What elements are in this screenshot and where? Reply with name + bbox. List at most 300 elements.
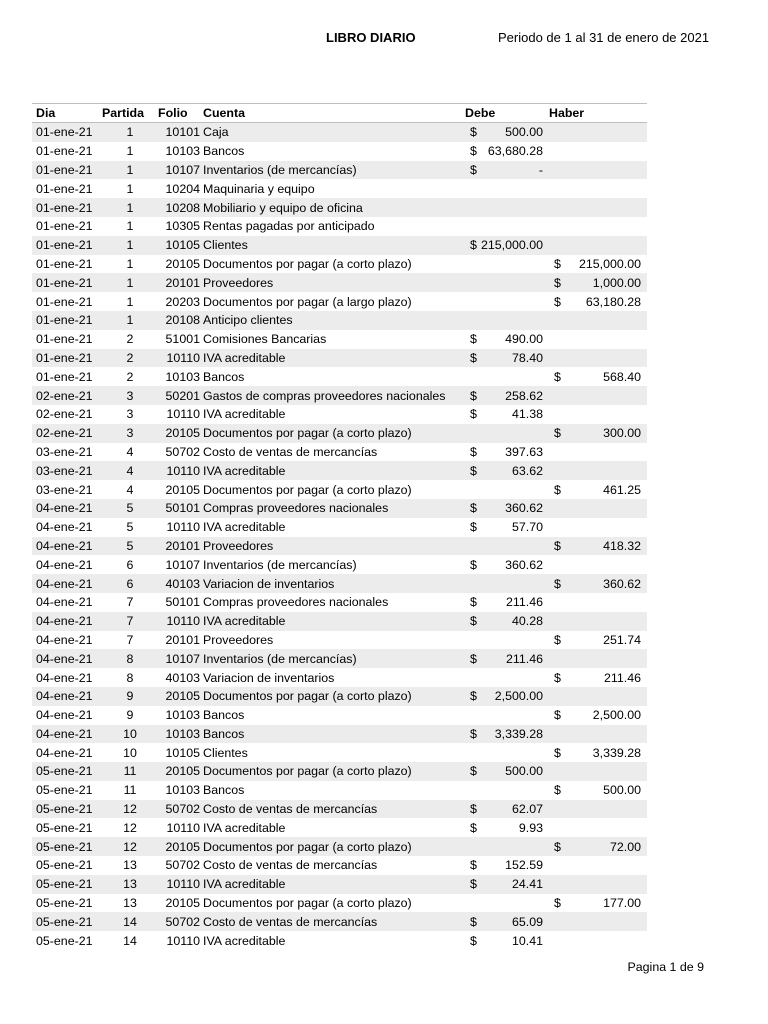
cell-dia: 04-ene-21 — [36, 745, 93, 760]
cell-cuenta: IVA acreditable — [200, 875, 465, 894]
cell-dia: 01-ene-21 — [36, 332, 93, 347]
cell-partida: 6 — [102, 574, 158, 593]
cell-dia: 04-ene-21 — [32, 649, 102, 668]
debe-amount: 57.70 — [511, 520, 543, 535]
currency-symbol: $ — [470, 501, 477, 516]
currency-symbol: $ — [470, 520, 477, 535]
cell-debe — [465, 912, 549, 931]
cell-haber — [549, 837, 647, 856]
cell-debe — [465, 161, 549, 180]
cell-partida: 1 — [102, 236, 158, 255]
cell-cuenta: Documentos por pagar (a corto plazo) — [200, 837, 465, 856]
table-row — [32, 123, 647, 142]
cell-haber — [549, 800, 647, 819]
currency-symbol: $ — [470, 726, 477, 741]
table-row — [32, 762, 647, 781]
cell-folio: 20108 — [158, 311, 200, 330]
cell-dia: 01-ene-21 — [36, 181, 93, 196]
cell-cuenta: IVA acreditable — [203, 933, 286, 948]
cell-folio: 10110 — [158, 349, 200, 368]
cell-haber — [549, 480, 647, 499]
debe-amount: 9.93 — [518, 820, 543, 835]
cell-haber — [549, 123, 647, 142]
cell-dia: 03-ene-21 — [36, 482, 93, 497]
cell-dia: 01-ene-21 — [32, 198, 102, 217]
cell-debe — [465, 781, 549, 800]
cell-cuenta: Clientes — [200, 236, 465, 255]
haber-amount: 360.62 — [603, 576, 641, 591]
cell-debe — [465, 273, 549, 292]
cell-debe — [465, 443, 549, 462]
cell-debe — [465, 894, 549, 913]
journal-table — [32, 103, 647, 950]
currency-symbol: $ — [470, 350, 477, 365]
cell-folio: 50702 — [158, 800, 200, 819]
cell-partida: 2 — [126, 332, 134, 347]
haber-amount: 251.74 — [603, 632, 641, 647]
table-row — [32, 461, 647, 480]
debe-amount: 24.41 — [511, 877, 543, 892]
debe-amount: 152.59 — [505, 858, 543, 873]
currency-symbol: $ — [470, 689, 477, 704]
cell-dia: 04-ene-21 — [36, 708, 93, 723]
cell-dia: 05-ene-21 — [36, 783, 93, 798]
cell-partida: 13 — [123, 858, 137, 873]
table-row — [32, 875, 647, 894]
cell-haber — [549, 461, 647, 480]
cell-debe — [465, 499, 549, 518]
cell-dia: 04-ene-21 — [32, 574, 102, 593]
cell-cuenta: Documentos por pagar (a corto plazo) — [200, 762, 465, 781]
cell-haber — [549, 198, 647, 217]
cell-cuenta: Costo de ventas de mercancías — [200, 912, 465, 931]
cell-cuenta: Proveedores — [200, 273, 465, 292]
cell-dia: 05-ene-21 — [36, 820, 93, 835]
cell-haber — [549, 574, 647, 593]
table-row — [32, 311, 647, 330]
cell-partida: 11 — [102, 762, 158, 781]
cell-debe — [465, 687, 549, 706]
currency-symbol: $ — [470, 557, 477, 572]
table-row — [32, 800, 647, 819]
table-row — [32, 386, 647, 405]
cell-haber — [549, 367, 647, 386]
cell-dia: 04-ene-21 — [32, 537, 102, 556]
cell-cuenta: Clientes — [203, 745, 248, 760]
currency-symbol: $ — [554, 708, 561, 723]
currency-symbol: $ — [554, 783, 561, 798]
cell-folio: 10110 — [158, 461, 200, 480]
cell-dia: 04-ene-21 — [32, 499, 102, 518]
cell-dia: 01-ene-21 — [36, 144, 93, 159]
table-row — [32, 443, 647, 462]
table-row — [32, 537, 647, 556]
table-row — [32, 292, 647, 311]
cell-folio: 20105 — [165, 896, 200, 911]
cell-partida: 1 — [126, 181, 134, 196]
table-row — [32, 349, 647, 368]
cell-debe — [465, 800, 549, 819]
cell-debe — [465, 236, 549, 255]
debe-amount: 41.38 — [511, 407, 543, 422]
debe-amount: 62.07 — [511, 802, 543, 817]
cell-partida: 13 — [123, 896, 137, 911]
haber-amount: 215,000.00 — [578, 256, 641, 271]
cell-debe — [465, 142, 549, 161]
table-row — [32, 555, 647, 574]
debe-amount: 211.46 — [506, 651, 543, 666]
cell-haber — [549, 894, 647, 913]
cell-dia: 01-ene-21 — [32, 349, 102, 368]
cell-haber — [549, 443, 647, 462]
cell-dia: 05-ene-21 — [36, 858, 93, 873]
currency-symbol: $ — [470, 614, 477, 629]
currency-symbol: $ — [554, 275, 561, 290]
currency-symbol: $ — [470, 407, 477, 422]
cell-dia: 04-ene-21 — [36, 557, 93, 572]
cell-cuenta: IVA acreditable — [200, 612, 465, 631]
cell-haber — [549, 781, 647, 800]
currency-symbol: $ — [470, 764, 477, 779]
cell-cuenta: Proveedores — [200, 537, 465, 556]
cell-debe — [465, 292, 549, 311]
table-row — [32, 837, 647, 856]
cell-partida: 1 — [102, 161, 158, 180]
cell-partida: 4 — [102, 461, 158, 480]
haber-amount: 3,339.28 — [592, 745, 641, 760]
cell-folio: 10103 — [165, 369, 200, 384]
table-row — [32, 142, 647, 161]
table-row — [32, 236, 647, 255]
cell-haber — [549, 687, 647, 706]
cell-dia: 05-ene-21 — [32, 837, 102, 856]
cell-folio: 50201 — [158, 386, 200, 405]
cell-debe — [465, 574, 549, 593]
cell-dia: 01-ene-21 — [36, 294, 93, 309]
cell-partida: 7 — [126, 632, 134, 647]
currency-symbol: $ — [554, 896, 561, 911]
currency-symbol: $ — [470, 651, 477, 666]
cell-cuenta: Variacion de inventarios — [200, 574, 465, 593]
cell-partida: 2 — [102, 349, 158, 368]
journal-table-body — [32, 123, 647, 951]
cell-partida: 8 — [126, 670, 134, 685]
cell-haber — [549, 386, 647, 405]
cell-folio: 51001 — [165, 332, 200, 347]
cell-debe — [465, 123, 549, 142]
cell-dia: 01-ene-21 — [32, 236, 102, 255]
cell-folio: 10105 — [158, 236, 200, 255]
haber-amount: 2,500.00 — [592, 708, 641, 723]
cell-cuenta: Documentos por pagar (a largo plazo) — [203, 294, 412, 309]
cell-cuenta: Documentos por pagar (a corto plazo) — [203, 896, 412, 911]
cell-folio: 10103 — [165, 783, 200, 798]
cell-haber — [549, 236, 647, 255]
cell-folio: 10103 — [165, 144, 200, 159]
column-header-folio: Folio — [158, 104, 200, 123]
cell-partida: 1 — [102, 198, 158, 217]
cell-debe — [465, 743, 549, 762]
currency-symbol: $ — [470, 877, 477, 892]
cell-cuenta: Inventarios (de mercancías) — [200, 161, 465, 180]
cell-haber — [549, 349, 647, 368]
cell-folio: 20105 — [158, 687, 200, 706]
debe-amount: 258.62 — [505, 388, 543, 403]
cell-cuenta: Anticipo clientes — [200, 311, 465, 330]
cell-folio: 10107 — [165, 557, 200, 572]
cell-cuenta: IVA acreditable — [203, 407, 286, 422]
cell-debe — [465, 837, 549, 856]
cell-cuenta: Maquinaria y equipo — [203, 181, 315, 196]
cell-debe — [465, 367, 549, 386]
period-label: Periodo de 1 al 31 de enero de 2021 — [498, 30, 710, 45]
cell-folio: 10110 — [166, 933, 200, 948]
table-row — [32, 179, 647, 198]
cell-folio: 50702 — [165, 444, 200, 459]
table-row — [32, 856, 647, 875]
currency-symbol: $ — [554, 839, 561, 854]
cell-partida: 10 — [123, 745, 137, 760]
cell-cuenta: Proveedores — [203, 632, 274, 647]
cell-debe — [465, 461, 549, 480]
cell-haber — [549, 161, 647, 180]
cell-cuenta: Costo de ventas de mercancías — [203, 858, 378, 873]
cell-partida: 11 — [123, 783, 137, 798]
debe-amount: 3,339.28 — [494, 726, 543, 741]
cell-debe — [465, 706, 549, 725]
cell-partida: 1 — [126, 219, 134, 234]
currency-symbol: $ — [470, 858, 477, 873]
currency-symbol: $ — [554, 426, 561, 441]
cell-cuenta: IVA acreditable — [200, 461, 465, 480]
cell-partida: 8 — [102, 649, 158, 668]
haber-amount: 300.00 — [603, 426, 641, 441]
cell-haber — [549, 499, 647, 518]
table-row — [32, 217, 647, 236]
table-row — [32, 631, 647, 650]
currency-symbol: $ — [554, 482, 561, 497]
cell-partida: 5 — [102, 499, 158, 518]
cell-haber — [549, 931, 647, 950]
cell-haber — [549, 555, 647, 574]
cell-haber — [549, 217, 647, 236]
cell-dia: 05-ene-21 — [36, 933, 93, 948]
cell-debe — [465, 349, 549, 368]
cell-dia: 05-ene-21 — [32, 875, 102, 894]
cell-haber — [549, 743, 647, 762]
column-header-haber: Haber — [549, 104, 647, 123]
haber-amount: 177.00 — [603, 896, 641, 911]
cell-cuenta: Documentos por pagar (a corto plazo) — [200, 424, 465, 443]
cell-cuenta: Costo de ventas de mercancías — [200, 800, 465, 819]
haber-amount: 418.32 — [603, 538, 641, 553]
cell-dia: 02-ene-21 — [32, 386, 102, 405]
debe-amount: 2,500.00 — [494, 689, 543, 704]
cell-haber — [549, 405, 647, 424]
cell-debe — [465, 612, 549, 631]
cell-dia: 05-ene-21 — [32, 800, 102, 819]
table-row — [32, 330, 647, 349]
cell-haber — [549, 612, 647, 631]
cell-debe — [465, 725, 549, 744]
cell-debe — [465, 856, 549, 875]
table-row — [32, 424, 647, 443]
cell-haber — [549, 311, 647, 330]
cell-cuenta: Gastos de compras proveedores nacionales — [200, 386, 465, 405]
cell-haber — [549, 725, 647, 744]
haber-amount: 568.40 — [603, 369, 641, 384]
column-header-dia: Dia — [32, 104, 102, 123]
cell-partida: 12 — [123, 820, 137, 835]
cell-debe — [465, 668, 549, 687]
cell-debe — [465, 762, 549, 781]
cell-cuenta: IVA acreditable — [203, 520, 286, 535]
cell-cuenta: Bancos — [203, 369, 245, 384]
cell-partida: 4 — [126, 482, 134, 497]
cell-partida: 10 — [102, 725, 158, 744]
cell-folio: 10107 — [158, 161, 200, 180]
cell-folio: 10110 — [166, 820, 200, 835]
currency-symbol: $ — [554, 632, 561, 647]
cell-partida: 1 — [102, 273, 158, 292]
cell-debe — [465, 405, 549, 424]
cell-haber — [549, 273, 647, 292]
cell-cuenta: Bancos — [200, 725, 465, 744]
cell-cuenta: Bancos — [203, 708, 245, 723]
cell-haber — [549, 330, 647, 349]
table-row — [32, 931, 647, 950]
cell-partida: 1 — [126, 144, 134, 159]
cell-debe — [465, 875, 549, 894]
table-row — [32, 518, 647, 537]
cell-debe — [465, 330, 549, 349]
cell-haber — [549, 142, 647, 161]
cell-debe — [465, 424, 549, 443]
debe-amount: 40.28 — [511, 614, 543, 629]
debe-amount: 490.00 — [505, 332, 543, 347]
cell-partida: 5 — [126, 520, 134, 535]
currency-symbol: $ — [554, 294, 561, 309]
currency-symbol: $ — [554, 576, 561, 591]
debe-amount: 360.62 — [505, 557, 543, 572]
cell-haber — [549, 818, 647, 837]
cell-cuenta: Documentos por pagar (a corto plazo) — [203, 482, 412, 497]
cell-folio: 20101 — [165, 632, 200, 647]
cell-debe — [465, 555, 549, 574]
cell-partida: 12 — [102, 800, 158, 819]
cell-dia: 01-ene-21 — [36, 219, 93, 234]
cell-dia: 01-ene-21 — [32, 311, 102, 330]
haber-amount: 461.25 — [603, 482, 641, 497]
cell-haber — [549, 518, 647, 537]
debe-amount: - — [538, 162, 543, 177]
currency-symbol: $ — [470, 144, 477, 159]
cell-partida: 2 — [126, 369, 134, 384]
cell-dia: 04-ene-21 — [36, 670, 93, 685]
cell-folio: 10103 — [165, 708, 200, 723]
debe-amount: 65.09 — [511, 914, 543, 929]
cell-partida: 1 — [102, 123, 158, 142]
cell-debe — [465, 537, 549, 556]
cell-dia: 04-ene-21 — [32, 612, 102, 631]
haber-amount: 500.00 — [603, 783, 641, 798]
cell-dia: 01-ene-21 — [36, 369, 93, 384]
cell-partida: 9 — [126, 708, 134, 723]
cell-debe — [465, 518, 549, 537]
cell-cuenta: Rentas pagadas por anticipado — [203, 219, 375, 234]
cell-partida: 5 — [102, 537, 158, 556]
cell-dia: 03-ene-21 — [36, 444, 93, 459]
cell-debe — [465, 818, 549, 837]
cell-cuenta: Inventarios (de mercancías) — [200, 649, 465, 668]
table-row — [32, 367, 647, 386]
debe-amount: 500.00 — [505, 125, 543, 140]
table-row — [32, 161, 647, 180]
cell-folio: 10105 — [165, 745, 200, 760]
table-row — [32, 480, 647, 499]
cell-cuenta: Documentos por pagar (a corto plazo) — [203, 256, 412, 271]
table-row — [32, 912, 647, 931]
table-row — [32, 725, 647, 744]
cell-cuenta: IVA acreditable — [200, 349, 465, 368]
cell-haber — [549, 292, 647, 311]
page-number: Pagina 1 de 9 — [627, 960, 704, 974]
cell-haber — [549, 706, 647, 725]
cell-partida: 14 — [123, 933, 137, 948]
cell-cuenta: IVA acreditable — [203, 820, 286, 835]
table-row — [32, 593, 647, 612]
currency-symbol: $ — [470, 125, 477, 140]
cell-debe — [465, 631, 549, 650]
currency-symbol: $ — [470, 238, 477, 253]
cell-haber — [549, 179, 647, 198]
currency-symbol: $ — [554, 369, 561, 384]
cell-folio: 10110 — [158, 875, 200, 894]
currency-symbol: $ — [470, 463, 477, 478]
cell-cuenta: Bancos — [203, 783, 245, 798]
table-row — [32, 612, 647, 631]
cell-partida: 1 — [102, 311, 158, 330]
column-header-debe: Debe — [465, 104, 549, 123]
cell-partida: 9 — [102, 687, 158, 706]
cell-folio: 10101 — [158, 123, 200, 142]
cell-folio: 40103 — [165, 670, 200, 685]
cell-debe — [465, 311, 549, 330]
cell-partida: 4 — [126, 444, 134, 459]
cell-dia: 05-ene-21 — [36, 896, 93, 911]
cell-haber — [549, 912, 647, 931]
cell-partida: 3 — [102, 424, 158, 443]
cell-folio: 10305 — [165, 219, 200, 234]
cell-dia: 01-ene-21 — [32, 273, 102, 292]
cell-cuenta: Variacion de inventarios — [203, 670, 335, 685]
column-header-cuenta: Cuenta — [200, 104, 465, 123]
currency-symbol: $ — [470, 820, 477, 835]
table-row — [32, 198, 647, 217]
currency-symbol: $ — [470, 933, 477, 948]
cell-cuenta: Documentos por pagar (a corto plazo) — [200, 687, 465, 706]
currency-symbol: $ — [554, 670, 561, 685]
cell-cuenta: Compras proveedores nacionales — [200, 499, 465, 518]
cell-partida: 3 — [126, 407, 134, 422]
cell-folio: 10110 — [166, 520, 200, 535]
haber-amount: 1,000.00 — [592, 275, 641, 290]
cell-haber — [549, 875, 647, 894]
currency-symbol: $ — [470, 802, 477, 817]
table-row — [32, 255, 647, 274]
debe-amount: 397.63 — [505, 444, 543, 459]
cell-debe — [465, 217, 549, 236]
